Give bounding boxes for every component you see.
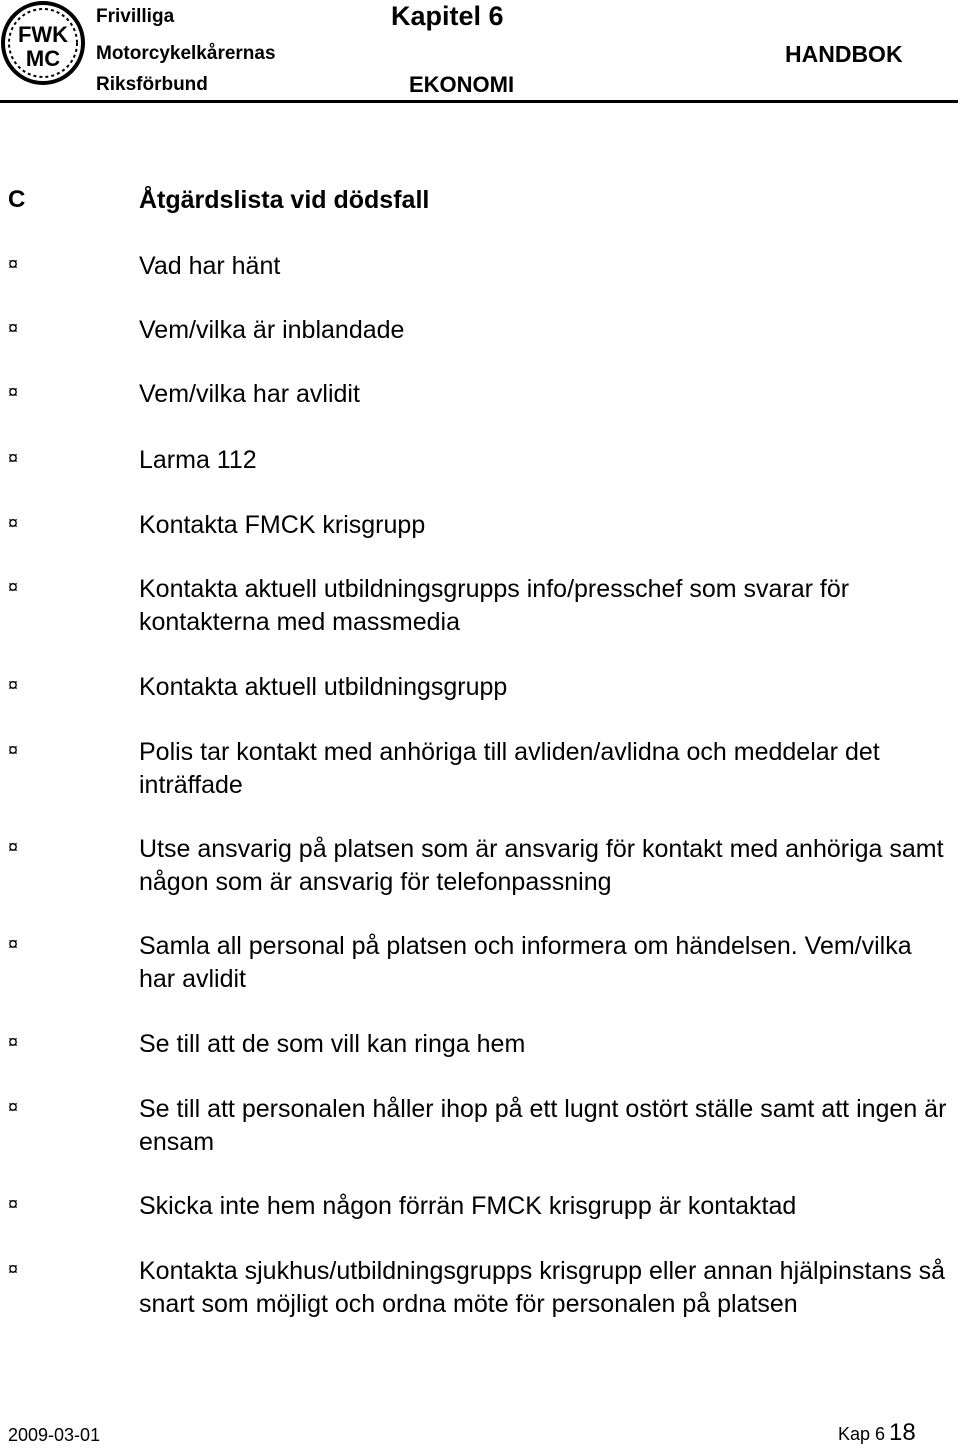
- list-item-text: Vad har hänt: [139, 252, 281, 280]
- list-item-text: Utse ansvarig på platsen som är ansvarig för kontakt med anhöriga samt någon som är ansvarig för telefonpassning: [139, 835, 944, 896]
- bullet-icon: ¤: [8, 837, 19, 857]
- bullet-icon: ¤: [8, 934, 19, 954]
- list-item-text: Samla all personal på platsen och informera om händelsen. Vem/vilka har avlidit: [139, 932, 912, 993]
- svg-text:FWK: FWK: [17, 22, 69, 47]
- list-item-text: Se till att personalen håller ihop på ett lugnt ostört ställe samt att ingen är ensam: [139, 1095, 947, 1156]
- fmck-logo: [0, 0, 86, 86]
- bullet-icon: ¤: [8, 577, 19, 597]
- handbook-label: HANDBOK: [785, 41, 903, 67]
- org-name-line3: Riksförbund: [96, 74, 208, 95]
- footer-page-label: Kap 6: [838, 1424, 886, 1444]
- footer-date: 2009-03-01: [8, 1425, 101, 1445]
- bullet-icon: ¤: [8, 448, 19, 468]
- org-name-line2: Motorcykelkårernas: [96, 43, 276, 64]
- bullet-icon: ¤: [8, 1032, 19, 1052]
- bullet-icon: ¤: [8, 740, 19, 760]
- list-item-text: Vem/vilka är inblandade: [139, 316, 405, 344]
- header-divider: [0, 100, 958, 103]
- section-label: EKONOMI: [409, 72, 515, 97]
- bullet-icon: ¤: [8, 513, 19, 533]
- page-header: [0, 0, 960, 104]
- section-letter: C: [8, 186, 26, 213]
- list-item-text: Kontakta aktuell utbildningsgrupp: [139, 673, 508, 701]
- bullet-icon: ¤: [8, 318, 19, 338]
- bullet-icon: ¤: [8, 1097, 19, 1117]
- footer-page-number: 18: [889, 1419, 916, 1446]
- chapter-title: Kapitel 6: [391, 1, 504, 31]
- list-item-text: Skicka inte hem någon förrän FMCK krisgrupp är kontaktad: [139, 1192, 797, 1220]
- list-item-text: Polis tar kontakt med anhöriga till avliden/avlidna och meddelar det inträffade: [139, 738, 880, 799]
- footer-page: [838, 1419, 916, 1446]
- svg-text:MC: MC: [25, 46, 61, 71]
- list-item-text: Kontakta sjukhus/utbildningsgrupps krisgrupp eller annan hjälpinstans så snart som möjligt och ordna möte för personalen på platsen: [139, 1257, 946, 1318]
- list-item-text: Se till att de som vill kan ringa hem: [139, 1030, 526, 1058]
- bullet-icon: ¤: [8, 1194, 19, 1214]
- page-title: Åtgärdslista vid dödsfall: [139, 186, 430, 214]
- bullet-icon: ¤: [8, 1259, 19, 1279]
- list-item-text: Larma 112: [139, 446, 257, 474]
- bullet-icon: ¤: [8, 254, 19, 274]
- list-item-text: Kontakta aktuell utbildningsgrupps info/presschef som svarar för kontakterna med massmedia: [139, 575, 850, 636]
- bullet-icon: ¤: [8, 382, 19, 402]
- list-item-text: Vem/vilka har avlidit: [139, 380, 360, 408]
- list-item-text: Kontakta FMCK krisgrupp: [139, 511, 426, 539]
- org-name-line1: Frivilliga: [96, 6, 175, 27]
- bullet-icon: ¤: [8, 675, 19, 695]
